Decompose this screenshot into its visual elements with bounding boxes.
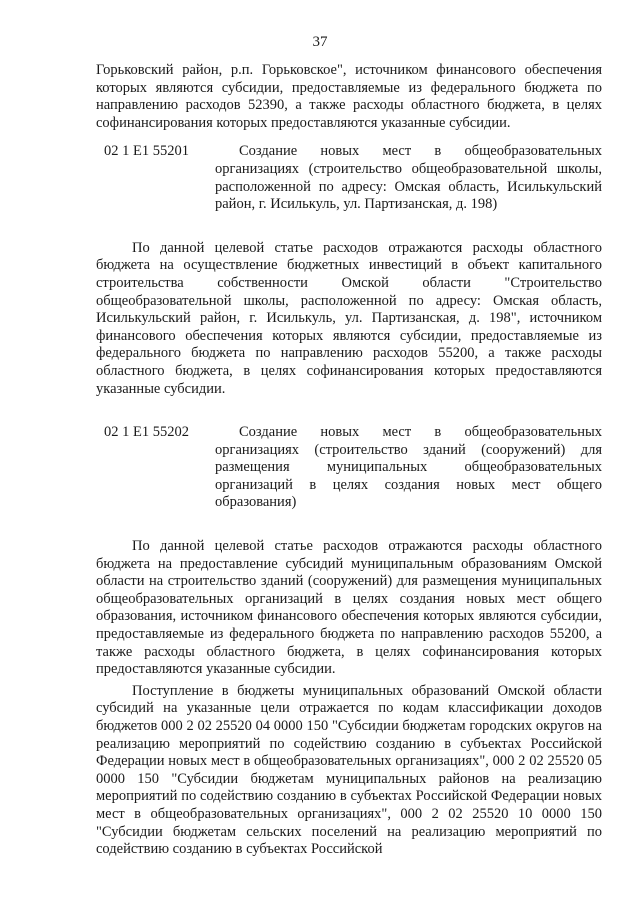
paragraph-revenue-codes: Поступление в бюджеты муниципальных образований Омской области субсидий на указанные цели отражается по кодам классификации доходов бюджетов 000 2 02 25520 04 0000 150 "Субсидии бюджетам городских округов на реализацию мероприятий по содействию созданию в субъектах Российской Федерации новых мест в общеобразовательных организациях", 000 2 02 25520 05 0000 150 "Субсидии бюджетам муниципальных районов на реализацию мероприятий по содействию созданию в субъектах Российской Федерации новых мест в общеобразовательных организациях", 000 2 02 25520 10 0000 150 "Субсидии бюджетам сельских поселений на реализацию мероприятий по содействию созданию в субъектах Российской bbox=[96, 682, 602, 858]
entry-code: 02 1 E1 55201 bbox=[104, 143, 189, 160]
paragraph-55202-explanation: По данной целевой статье расходов отражаются расходы областного бюджета на предоставление субсидий муниципальным образованиям Омской области на строительство зданий (сооружений) для размещения муниципальных общеобразовательных организаций в целях создания новых мест общего образования, источником финансового обеспечения которых являются субсидии, предоставляемые из федерального бюджета по направлению расходов 55200, а также расходы областного бюджета, в целях софинансирования которых предоставляются указанные субсидии. bbox=[96, 538, 602, 678]
page-number: 37 bbox=[312, 34, 328, 50]
budget-entry-55202 bbox=[96, 424, 602, 512]
budget-entry-55201 bbox=[96, 143, 602, 213]
entry-description-text: Создание новых мест в общеобразовательных организациях (строительство общеобразовательной школы, расположенной по адресу: Омская область, Исилькульский район, г. Исилькуль, ул. Партизанская, д. 198) bbox=[215, 143, 602, 213]
entry-description bbox=[211, 143, 602, 213]
entry-description-text: Создание новых мест в общеобразовательных организациях (строительство зданий (сооружений) для размещения муниципальных общеобразовательных организаций в целях создания новых мест общего образования) bbox=[215, 424, 602, 511]
paragraph-continuation: Горьковский район, р.п. Горьковское", источником финансового обеспечения которых являются субсидии, предоставляемые из федерального бюджета по направлению расходов 52390, а также расходы областного бюджета, в целях софинансирования которых предоставляются указанные субсидии. bbox=[96, 62, 602, 131]
entry-description bbox=[211, 424, 602, 512]
paragraph-55201-explanation: По данной целевой статье расходов отражаются расходы областного бюджета на осуществление бюджетных инвестиций в объект капитального строительства собственности Омской области "Строительство общеобразовательной школы, расположенной по адресу: Омская область, Исилькульский район, г. Исилькуль, ул. Партизанская, д. 198", источником финансового обеспечения которых являются субсидии, предоставляемые из федерального бюджета по направлению расходов 55200, а также расходы областного бюджета, в целях софинансирования которых предоставляются указанные субсидии. bbox=[96, 239, 602, 397]
entry-code: 02 1 E1 55202 bbox=[104, 424, 189, 441]
document-body bbox=[96, 62, 602, 859]
